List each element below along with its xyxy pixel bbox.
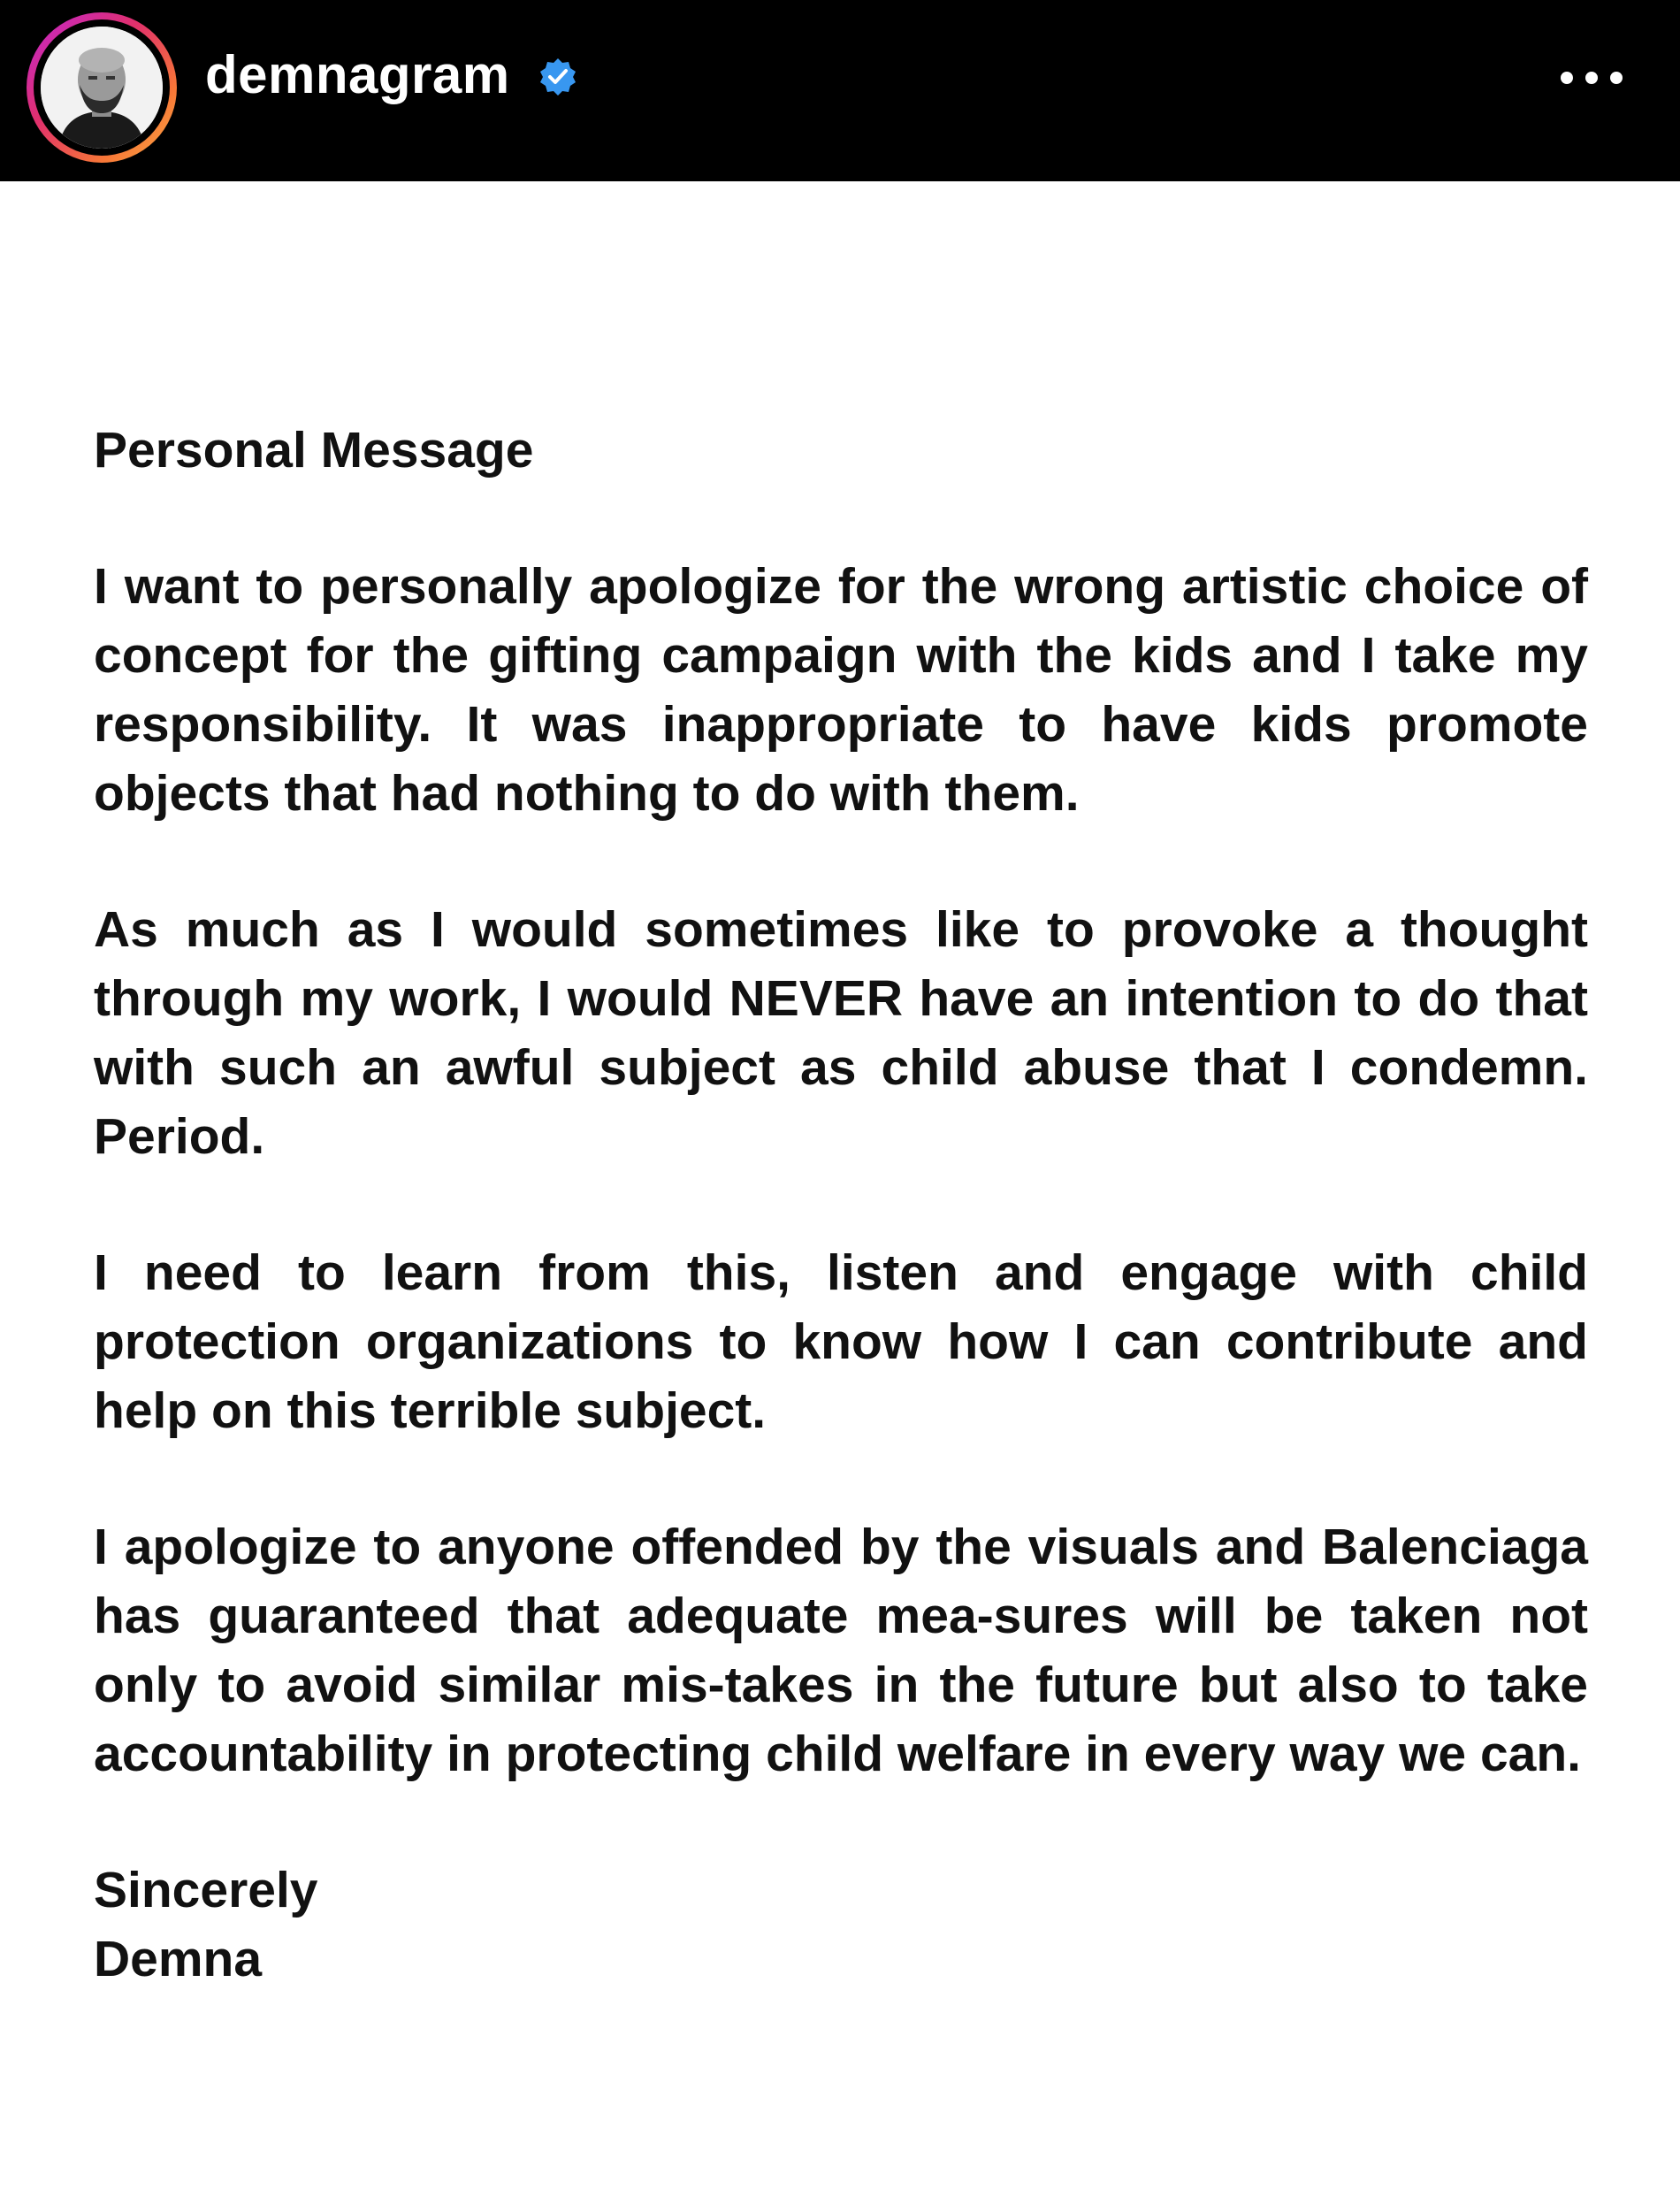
signature: Demna [94, 1931, 263, 1987]
post-header [0, 0, 1680, 181]
closing: Sincerely [94, 1862, 318, 1918]
avatar-story-ring [34, 19, 170, 156]
message-paragraph-1: I want to personally apologize for the wrong artistic choice of concept for the gifting campaign with the kids and I take my responsibility. It was inappropriate to have kids promote objects that had nothing to do with them. [94, 558, 1588, 822]
profile-photo-icon [41, 27, 163, 149]
username[interactable]: demnagram [205, 45, 510, 104]
message-paragraph-2: As much as I would sometimes like to provoke a thought through my work, I would NEVER have an intention to do that with such an awful subject as child abuse that I condemn. Period. [94, 901, 1588, 1165]
post-content [94, 416, 1588, 1994]
message-paragraph-3: I need to learn from this, listen and engage with child protection organizations to know how I can contribute and help on this terrible subject. [94, 1244, 1588, 1439]
more-options-icon[interactable] [1556, 67, 1627, 88]
message-title: Personal Message [94, 422, 534, 478]
verified-badge-icon [538, 57, 578, 97]
message-paragraph-4: I apologize to anyone offended by the visuals and Balenciaga has guaranteed that adequate mea-sures will be taken not only to avoid similar mis-takes in the future but also to take accountability in protecting child welfare in every way we can. [94, 1519, 1588, 1782]
avatar[interactable] [27, 12, 177, 163]
profile-photo [41, 27, 163, 149]
